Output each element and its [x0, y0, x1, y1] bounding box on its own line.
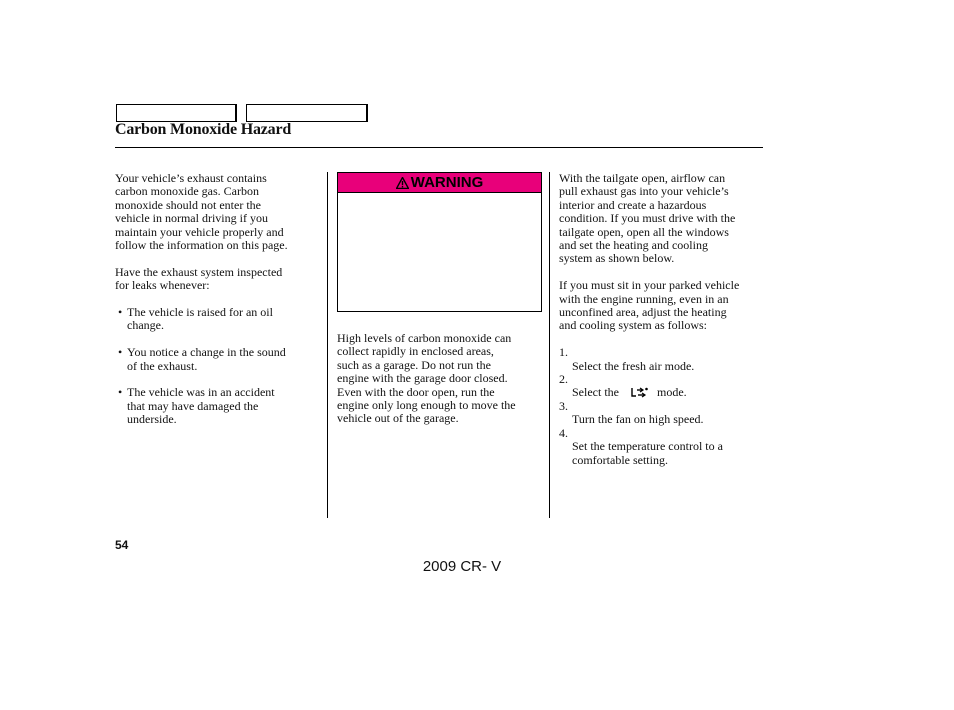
step-text: Set the temperature control to a comfortable setting. [572, 439, 723, 467]
warning-body: High levels of carbon monoxide can collect rapidly in enclosed areas, such as a garage. Do not run the engine with the garage door closed. Even with the door open, run the engine only long enough to move the vehicle out of the garage. [337, 331, 516, 426]
step-text-pre: Select the [572, 385, 619, 400]
list-item: • The vehicle was in an accident that may have damaged the underside. [115, 386, 315, 426]
warning-header [338, 173, 541, 193]
step-text-post: mode. [656, 385, 687, 400]
warning-label: WARNING [410, 174, 484, 191]
model-label: 2009 CR- V [422, 558, 502, 575]
page-title: Carbon Monoxide Hazard [115, 121, 292, 138]
title-rule [115, 147, 763, 148]
step-number: 4. [559, 425, 568, 440]
column-1 [115, 172, 315, 440]
step-number: 1. [559, 345, 568, 360]
column-2 [337, 332, 542, 439]
header-tab-2 [246, 104, 368, 122]
column-divider-2 [549, 172, 550, 518]
column-3 [559, 172, 764, 467]
adjustment-steps [559, 346, 764, 467]
tailgate-paragraph: With the tailgate open, airflow can pull exhaust gas into your vehicle’s interior and create a hazardous condition. If you must drive with the tailgate open, open all the windows and set the heating and cooling system as shown below. [559, 171, 736, 266]
column-divider-1 [327, 172, 328, 518]
list-item: • The vehicle is raised for an oil change. [115, 306, 315, 333]
list-item [559, 427, 764, 467]
list-item [559, 373, 764, 400]
list-item [559, 346, 764, 373]
step-text: Turn the fan on high speed. [572, 412, 704, 427]
parked-paragraph: If you must sit in your parked vehicle with the engine running, even in an unconfined area, adjust the heating and cooling system as follows: [559, 278, 740, 333]
list-item: • You notice a change in the sound of the exhaust. [115, 346, 315, 373]
header-tab-1 [116, 104, 237, 122]
step-number: 2. [559, 372, 568, 387]
step-number: 3. [559, 398, 568, 413]
step-text: Select the fresh air mode. [572, 358, 695, 373]
list-item [559, 400, 764, 427]
footer-model [0, 558, 954, 575]
inspect-paragraph: Have the exhaust system inspected for leaks whenever: [115, 264, 283, 293]
vent-floor-mode-icon [629, 386, 649, 398]
inspection-bullet-list [115, 306, 315, 427]
warning-box [337, 172, 542, 312]
page-number: 54 [115, 538, 129, 552]
intro-paragraph: Your vehicle’s exhaust contains carbon monoxide gas. Carbon monoxide should not enter the vehicle in normal driving if you maintain your vehicle properly and follow the information on this page. [115, 171, 288, 253]
warning-triangle-icon [396, 177, 409, 189]
